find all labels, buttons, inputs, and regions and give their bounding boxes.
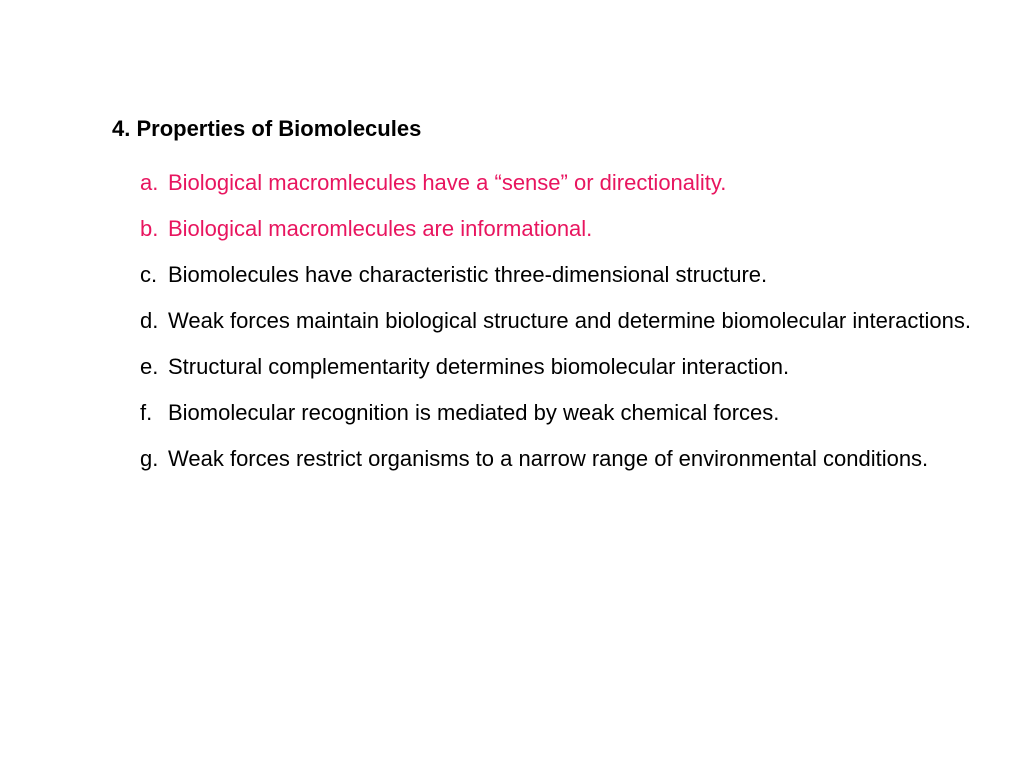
list-item xyxy=(140,160,1000,206)
list-item-marker: c. xyxy=(140,262,158,287)
list-item-text: Weak forces restrict organisms to a narrow range of environmental conditions. xyxy=(168,446,929,471)
list-item xyxy=(140,252,1000,298)
list-item-marker: e. xyxy=(140,354,159,379)
list-item xyxy=(140,206,1000,252)
list-item-text: Biomolecular recognition is mediated by weak chemical forces. xyxy=(168,400,780,425)
list-item-text: Biological macromlecules have a “sense” or directionality. xyxy=(168,170,727,195)
list-item-marker: d. xyxy=(140,308,159,333)
list-item-marker: a. xyxy=(140,170,159,195)
list-item xyxy=(140,344,1000,390)
list-item-marker: b. xyxy=(140,216,159,241)
list-item xyxy=(140,390,1000,436)
list-item xyxy=(140,436,1000,482)
list-item-marker: g. xyxy=(140,446,159,471)
property-list xyxy=(140,160,1000,482)
list-item-text: Biomolecules have characteristic three-dimensional structure. xyxy=(168,262,768,287)
list-item-text: Biological macromlecules are informational. xyxy=(168,216,593,241)
list-item-marker: f. xyxy=(140,400,153,425)
list-item-text: Structural complementarity determines biomolecular interaction. xyxy=(168,354,790,379)
list-item-text: Weak forces maintain biological structure and determine biomolecular interactions. xyxy=(168,308,971,333)
slide-heading: 4. Properties of Biomolecules xyxy=(112,116,422,141)
list-item xyxy=(140,298,1000,344)
